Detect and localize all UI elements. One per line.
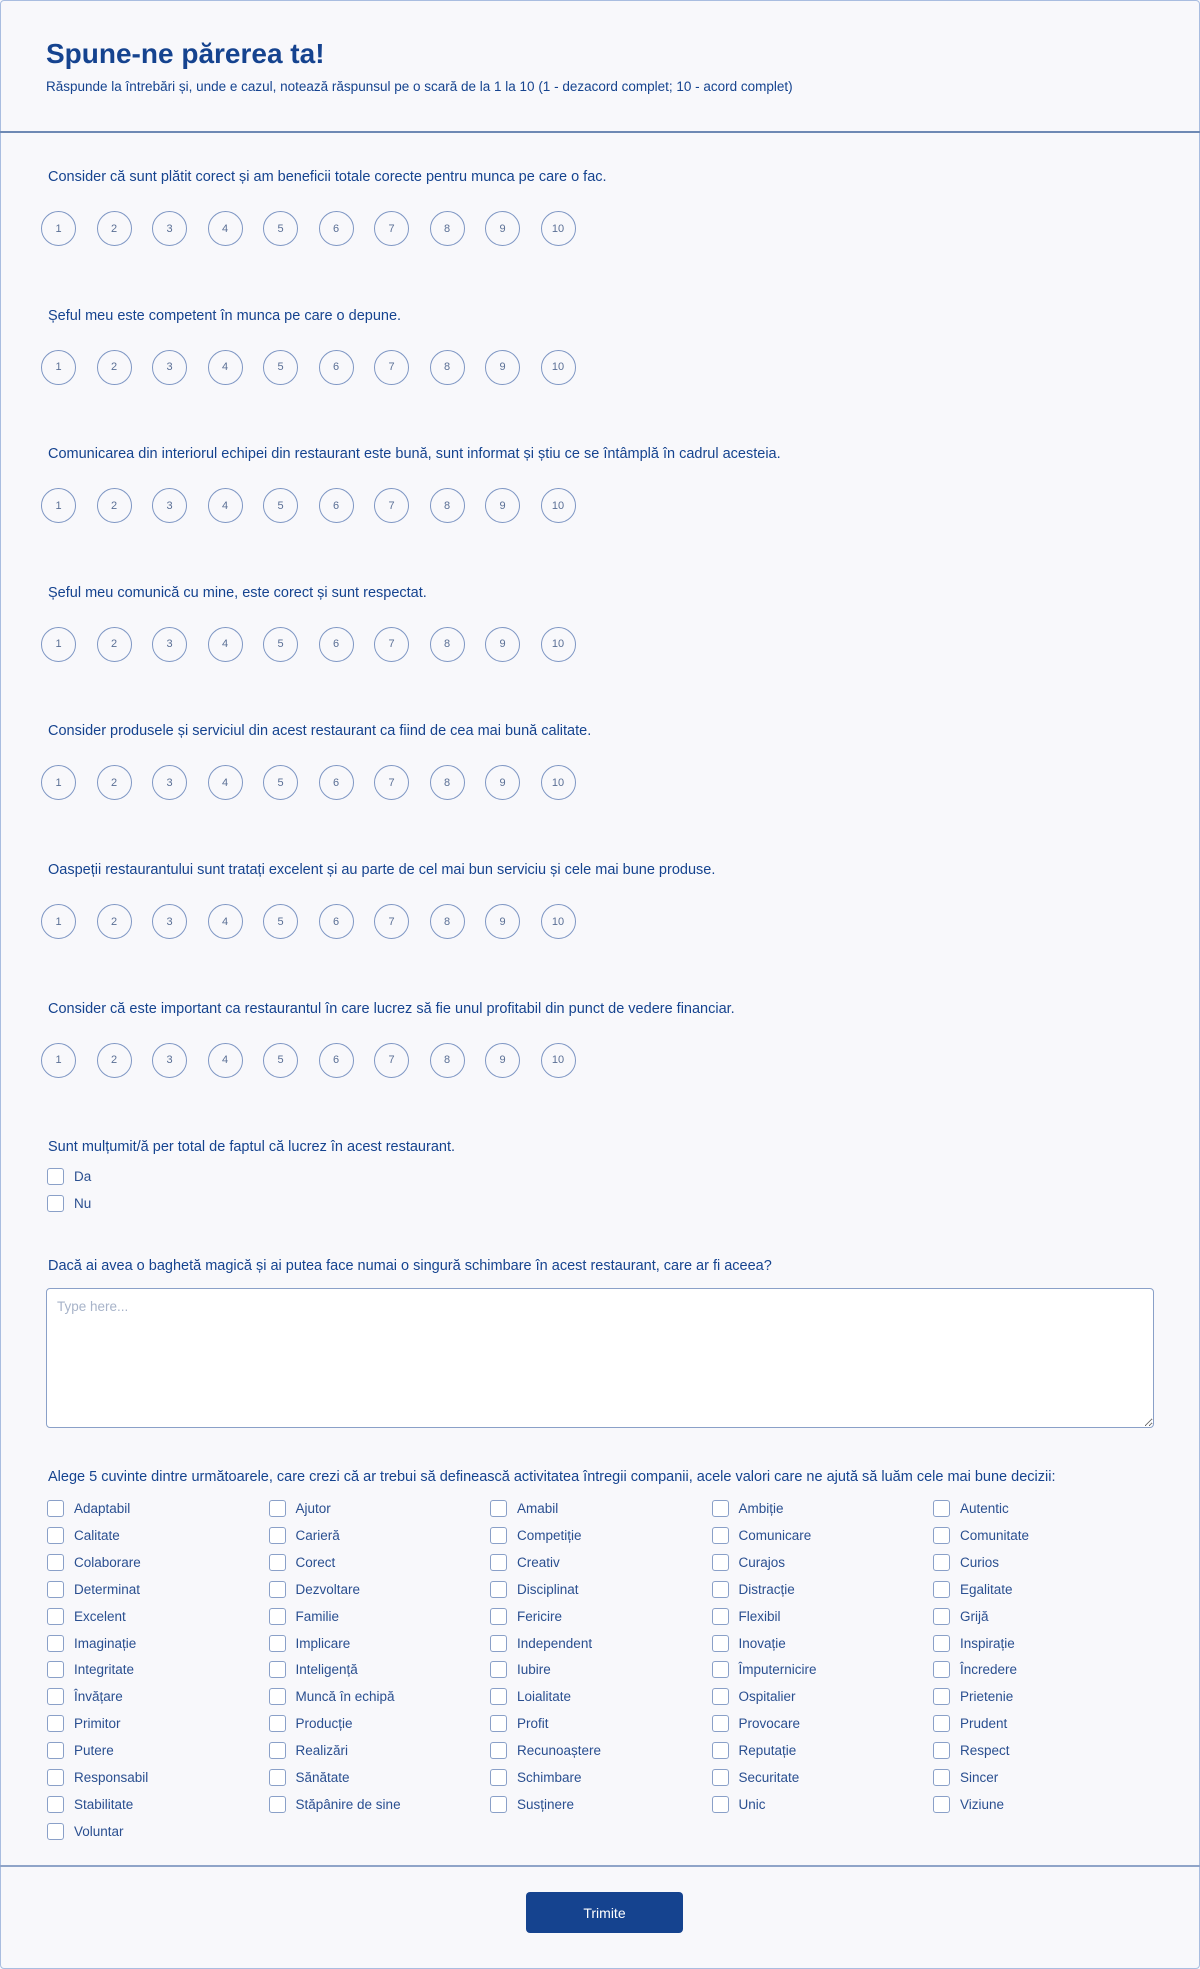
footer-divider [0,1865,1200,1867]
checkbox-box[interactable] [933,1527,950,1544]
checkbox-box[interactable] [712,1661,729,1678]
value-checkbox[interactable] [47,1742,114,1759]
rating-scale-3 [41,488,576,523]
checkbox-box[interactable] [47,1796,64,1813]
checkbox-box[interactable] [933,1715,950,1732]
value-checkbox[interactable] [490,1527,582,1544]
checkbox-label: Ambiție [738,1501,784,1516]
rating-option-7[interactable]: 7 [374,211,409,246]
value-checkbox[interactable] [490,1796,574,1813]
checkbox-box[interactable] [933,1500,950,1517]
checkbox-label: Provocare [738,1716,801,1732]
checkbox-box[interactable] [490,1581,507,1598]
rating-option-5[interactable]: 5 [263,350,298,385]
value-checkbox[interactable] [933,1527,1029,1544]
value-checkbox[interactable] [47,1796,133,1813]
checkbox-box[interactable] [490,1661,507,1678]
rating-option-5[interactable]: 5 [263,627,298,662]
checkbox-box[interactable] [490,1688,507,1705]
rating-option-10[interactable]: 10 [541,627,576,662]
checkbox-box[interactable] [490,1608,507,1625]
rating-option-4[interactable]: 4 [208,765,243,800]
value-checkbox[interactable] [269,1769,350,1786]
rating-option-7[interactable]: 7 [374,488,409,523]
value-checkbox[interactable] [712,1769,800,1786]
checkbox-box[interactable] [933,1742,950,1759]
checkbox-box[interactable] [490,1742,507,1759]
checkbox-box[interactable] [47,1500,64,1517]
rating-option-5[interactable]: 5 [263,765,298,800]
rating-option-3[interactable]: 3 [152,627,187,662]
checkbox-box[interactable] [490,1527,507,1544]
checkbox-label: Securitate [738,1770,800,1785]
checkbox-label: Producție [295,1716,353,1732]
rating-option-2[interactable]: 2 [97,765,132,800]
checkbox-box[interactable] [269,1554,286,1571]
checkbox-box[interactable] [933,1635,950,1652]
rating-option-1[interactable]: 1 [41,904,76,939]
checkbox-box[interactable] [269,1581,286,1598]
rating-option-3[interactable]: 3 [152,765,187,800]
value-checkbox[interactable] [269,1661,358,1678]
checkbox-box[interactable] [269,1500,286,1517]
value-checkbox[interactable] [269,1688,395,1705]
magic-wand-question: Dacă ai avea o baghetă magică și ai putea face numai o singură schimbare în acest restaurant, care ar fi aceea? [48,1258,772,1274]
value-checkbox[interactable] [269,1635,351,1652]
checkbox-label: Sănătate [295,1770,350,1785]
value-checkbox[interactable] [933,1769,998,1786]
value-checkbox[interactable] [269,1608,340,1625]
value-checkbox[interactable] [933,1742,1010,1759]
rating-option-5[interactable]: 5 [263,488,298,523]
checkbox-box[interactable] [269,1527,286,1544]
checkbox-box[interactable] [269,1661,286,1678]
rating-option-10[interactable]: 10 [541,211,576,246]
checkbox-label: Creativ [517,1554,560,1570]
rating-option-3[interactable]: 3 [152,211,187,246]
checkbox-box[interactable] [269,1688,286,1705]
checkbox-box[interactable] [712,1688,729,1705]
checkbox-da[interactable] [47,1168,91,1185]
rating-option-2[interactable]: 2 [97,904,132,939]
value-checkbox[interactable] [933,1688,1013,1705]
checkbox-label: Fericire [517,1608,563,1624]
checkbox-label: Stăpânire de sine [295,1796,401,1812]
checkbox-box[interactable] [933,1796,950,1813]
checkbox-box[interactable] [712,1635,729,1652]
value-checkbox[interactable] [269,1527,340,1544]
rating-option-4[interactable]: 4 [208,211,243,246]
checkbox-label: Primitor [74,1716,121,1732]
rating-option-7[interactable]: 7 [374,904,409,939]
checkbox-label: Egalitate [960,1581,1013,1597]
checkbox-label: Inteligență [295,1662,358,1678]
rating-option-6[interactable]: 6 [319,765,354,800]
rating-option-1[interactable]: 1 [41,765,76,800]
scale-question-7: Consider că este important ca restaurantul în care lucrez să fie unul profitabil din punct de vedere financiar. [48,1000,735,1017]
value-checkbox[interactable] [712,1796,766,1813]
checkbox-label: Loialitate [517,1689,572,1705]
checkbox-box[interactable] [712,1742,729,1759]
checkbox-box[interactable] [47,1823,64,1840]
checkbox-label: Competiție [517,1527,582,1543]
checkbox-label: Curajos [738,1554,786,1570]
rating-option-7[interactable]: 7 [374,1043,409,1078]
checkbox-box[interactable] [47,1769,64,1786]
rating-option-6[interactable]: 6 [319,904,354,939]
value-checkbox[interactable] [47,1608,126,1625]
checkbox-label: Prietenie [960,1689,1014,1705]
page-title: Spune-ne părerea ta! [46,38,325,69]
rating-option-4[interactable]: 4 [208,1043,243,1078]
checkbox-label: Familie [295,1608,340,1624]
checkbox-box[interactable] [933,1688,950,1705]
checkbox-label: Prudent [960,1716,1008,1732]
rating-option-10[interactable]: 10 [541,904,576,939]
checkbox-label: Adaptabil [74,1501,131,1516]
value-checkbox[interactable] [712,1581,795,1598]
checkbox-label: Determinat [74,1581,141,1597]
value-checkbox[interactable] [490,1715,549,1732]
value-checkbox[interactable] [712,1742,797,1759]
rating-option-4[interactable]: 4 [208,350,243,385]
checkbox-label: Învățare [74,1689,123,1705]
value-checkbox[interactable] [47,1823,124,1840]
value-checkbox[interactable] [933,1500,1009,1517]
checkbox-label: Putere [74,1743,114,1759]
checkbox-box[interactable] [269,1742,286,1759]
checkbox-label: Corect [295,1554,336,1570]
value-checkbox[interactable] [47,1554,141,1571]
rating-option-2[interactable]: 2 [97,488,132,523]
checkbox-label: Voluntar [74,1823,124,1839]
checkbox-label: Viziune [960,1796,1005,1812]
value-checkbox[interactable] [269,1742,349,1759]
value-checkbox[interactable] [47,1715,121,1732]
checkbox-box[interactable] [490,1769,507,1786]
value-checkbox[interactable] [933,1796,1004,1813]
checkbox-box[interactable] [47,1608,64,1625]
checkbox-box[interactable] [269,1608,286,1625]
rating-option-4[interactable]: 4 [208,627,243,662]
rating-option-8[interactable]: 8 [430,211,465,246]
checkbox-box[interactable] [47,1168,64,1185]
rating-option-5[interactable]: 5 [263,1043,298,1078]
value-checkbox[interactable] [490,1769,582,1786]
checkbox-box[interactable] [933,1769,950,1786]
checkbox-label: Profit [517,1716,549,1732]
rating-option-10[interactable]: 10 [541,1043,576,1078]
checkbox-label: Comunitate [960,1527,1030,1543]
checkbox-label: Amabil [517,1501,559,1516]
satisfaction-question: Sunt mulțumit/ă per total de faptul că lucrez în acest restaurant. [48,1139,456,1155]
checkbox-box[interactable] [47,1581,64,1598]
checkbox-box[interactable] [47,1661,64,1678]
rating-option-8[interactable]: 8 [430,488,465,523]
rating-option-3[interactable]: 3 [152,488,187,523]
value-checkbox[interactable] [712,1715,801,1732]
value-checkbox[interactable] [490,1554,560,1571]
rating-option-9[interactable]: 9 [485,1043,520,1078]
checkbox-label: Sincer [960,1770,999,1785]
checkbox-box[interactable] [933,1608,950,1625]
value-checkbox[interactable] [269,1581,361,1598]
checkbox-box[interactable] [712,1796,729,1813]
rating-option-6[interactable]: 6 [319,1043,354,1078]
rating-option-10[interactable]: 10 [541,350,576,385]
scale-question-2: Șeful meu este competent în munca pe care o depune. [48,307,402,324]
checkbox-label: Dezvoltare [295,1581,361,1597]
checkbox-label: Schimbare [517,1770,582,1785]
rating-option-2[interactable]: 2 [97,211,132,246]
checkbox-box[interactable] [933,1581,950,1598]
value-checkbox[interactable] [712,1500,784,1517]
checkbox-box[interactable] [47,1527,64,1544]
checkbox-label: Stabilitate [74,1796,134,1812]
rating-scale-6 [41,904,576,939]
checkbox-box[interactable] [47,1715,64,1732]
checkbox-label: Curios [960,1554,1000,1570]
rating-option-6[interactable]: 6 [319,350,354,385]
value-checkbox[interactable] [490,1581,579,1598]
rating-option-9[interactable]: 9 [485,211,520,246]
checkbox-label: Unic [738,1796,766,1812]
rating-option-9[interactable]: 9 [485,904,520,939]
checkbox-label: Recunoaștere [517,1743,602,1759]
checkbox-box[interactable] [712,1581,729,1598]
rating-option-1[interactable]: 1 [41,488,76,523]
value-checkbox[interactable] [490,1742,601,1759]
value-checkbox[interactable] [712,1661,817,1678]
checkbox-label: Ospitalier [738,1689,796,1705]
checkbox-box[interactable] [47,1688,64,1705]
rating-option-9[interactable]: 9 [485,488,520,523]
checkbox-label: Calitate [74,1527,120,1543]
checkbox-label: Imaginație [74,1635,137,1651]
checkbox-box[interactable] [269,1635,286,1652]
checkbox-box[interactable] [712,1715,729,1732]
rating-option-1[interactable]: 1 [41,627,76,662]
value-checkbox[interactable] [933,1581,1013,1598]
rating-option-8[interactable]: 8 [430,904,465,939]
checkbox-box[interactable] [712,1608,729,1625]
value-checkbox[interactable] [47,1500,130,1517]
scale-question-4: Șeful meu comunică cu mine, este corect și sunt respectat. [48,584,427,601]
rating-option-3[interactable]: 3 [152,1043,187,1078]
checkbox-box[interactable] [712,1769,729,1786]
rating-option-10[interactable]: 10 [541,488,576,523]
checkbox-box[interactable] [933,1661,950,1678]
checkbox-box[interactable] [933,1554,950,1571]
rating-option-3[interactable]: 3 [152,904,187,939]
checkbox-box[interactable] [712,1554,729,1571]
rating-option-1[interactable]: 1 [41,1043,76,1078]
checkbox-label: Flexibil [738,1608,781,1624]
rating-option-7[interactable]: 7 [374,350,409,385]
checkbox-label: Respect [960,1743,1010,1759]
value-checkbox[interactable] [933,1608,989,1625]
value-checkbox[interactable] [490,1608,562,1625]
checkbox-nu[interactable] [47,1195,91,1212]
checkbox-label: Iubire [517,1662,551,1678]
checkbox-box[interactable] [490,1715,507,1732]
checkbox-box[interactable] [490,1500,507,1517]
checkbox-label: Independent [517,1635,593,1651]
rating-option-9[interactable]: 9 [485,350,520,385]
rating-option-7[interactable]: 7 [374,627,409,662]
value-checkbox[interactable] [269,1715,353,1732]
checkbox-label: Implicare [295,1635,351,1651]
rating-option-1[interactable]: 1 [41,211,76,246]
rating-option-1[interactable]: 1 [41,350,76,385]
value-checkbox[interactable] [269,1796,401,1813]
value-checkbox[interactable] [269,1554,336,1571]
value-checkbox[interactable] [47,1527,120,1544]
value-checkbox[interactable] [490,1635,592,1652]
value-checkbox[interactable] [47,1635,136,1652]
value-checkbox[interactable] [933,1554,999,1571]
scale-question-3: Comunicarea din interiorul echipei din restaurant este bună, sunt informat și știu ce se întâmplă în cadrul acesteia. [48,446,781,463]
checkbox-label: Integritate [74,1662,135,1678]
checkbox-box[interactable] [490,1635,507,1652]
rating-option-8[interactable]: 8 [430,627,465,662]
checkbox-label: Carieră [295,1527,340,1543]
checkbox-label: Disciplinat [517,1581,579,1597]
value-checkbox[interactable] [490,1688,571,1705]
value-checkbox[interactable] [47,1661,134,1678]
rating-option-2[interactable]: 2 [97,627,132,662]
checkbox-label: Comunicare [738,1527,812,1543]
checkbox-label: Colaborare [74,1554,141,1570]
value-checkbox[interactable] [47,1769,148,1786]
value-checkbox[interactable] [712,1635,786,1652]
checkbox-box[interactable] [490,1796,507,1813]
value-checkbox[interactable] [712,1688,796,1705]
checkbox-label: Grijă [960,1608,989,1624]
checkbox-box[interactable] [490,1554,507,1571]
rating-option-6[interactable]: 6 [319,627,354,662]
checkbox-label: Distracție [738,1581,795,1597]
checkbox-label: Da [74,1169,92,1184]
value-checkbox[interactable] [47,1688,123,1705]
value-checkbox[interactable] [933,1661,1017,1678]
checkbox-box[interactable] [47,1554,64,1571]
rating-option-4[interactable]: 4 [208,488,243,523]
value-checkbox[interactable] [490,1500,558,1517]
scale-question-1: Consider că sunt plătit corect și am beneficii totale corecte pentru munca pe care o fac. [48,169,607,185]
rating-option-9[interactable]: 9 [485,627,520,662]
rating-scale-2 [41,350,576,385]
checkbox-label: Realizări [295,1743,349,1759]
submit-button[interactable]: Trimite [526,1892,683,1933]
value-checkbox[interactable] [712,1554,786,1571]
scale-question-6: Oaspeții restaurantului sunt tratați excelent și au parte de cel mai bun serviciu și cele mai bune produse. [48,862,716,878]
rating-option-8[interactable]: 8 [430,350,465,385]
rating-scale-5 [41,765,576,800]
rating-option-8[interactable]: 8 [430,765,465,800]
checkbox-label: Nu [74,1196,92,1211]
rating-scale-4 [41,627,576,662]
checkbox-label: Încredere [960,1662,1018,1678]
value-checkbox[interactable] [712,1527,812,1544]
rating-option-10[interactable]: 10 [541,765,576,800]
value-checkbox[interactable] [712,1608,781,1625]
checkbox-box[interactable] [47,1195,64,1212]
rating-option-6[interactable]: 6 [319,211,354,246]
values-question: Alege 5 cuvinte dintre următoarele, care crezi că ar trebui să definească activitatea întregii companii, acele valori care ne ajută să luăm cele mai bune decizii: [48,1469,1056,1485]
rating-scale-1 [41,211,576,246]
rating-scale-7 [41,1043,576,1078]
checkbox-label: Muncă în echipă [295,1689,395,1705]
value-checkbox[interactable] [933,1715,1007,1732]
rating-option-3[interactable]: 3 [152,350,187,385]
checkbox-label: Excelent [74,1608,126,1624]
page-subtitle: Răspunde la întrebări și, unde e cazul, notează răspunsul pe o scară de la 1 la 10 (1 - dezacord complet; 10 - acord complet) [46,79,793,94]
checkbox-box[interactable] [47,1635,64,1652]
checkbox-box[interactable] [269,1769,286,1786]
rating-option-2[interactable]: 2 [97,350,132,385]
checkbox-box[interactable] [269,1715,286,1732]
checkbox-label: Susținere [517,1796,575,1812]
rating-option-5[interactable]: 5 [263,211,298,246]
magic-wand-answer-input[interactable] [46,1288,1154,1428]
checkbox-label: Reputație [738,1743,797,1759]
rating-option-9[interactable]: 9 [485,765,520,800]
checkbox-label: Inovație [738,1635,786,1651]
checkbox-label: Împuternicire [738,1662,817,1678]
value-checkbox[interactable] [490,1661,551,1678]
form-header [0,0,1200,133]
rating-option-4[interactable]: 4 [208,904,243,939]
rating-option-7[interactable]: 7 [374,765,409,800]
rating-option-6[interactable]: 6 [319,488,354,523]
checkbox-label: Ajutor [295,1501,331,1516]
value-checkbox[interactable] [269,1500,331,1517]
checkbox-label: Inspirație [960,1635,1015,1651]
checkbox-box[interactable] [712,1527,729,1544]
checkbox-box[interactable] [269,1796,286,1813]
checkbox-box[interactable] [712,1500,729,1517]
checkbox-label: Responsabil [74,1770,149,1785]
value-checkbox[interactable] [47,1581,140,1598]
rating-option-8[interactable]: 8 [430,1043,465,1078]
scale-question-5: Consider produsele și serviciul din acest restaurant ca fiind de cea mai bună calitate. [48,723,592,740]
value-checkbox[interactable] [933,1635,1015,1652]
checkbox-box[interactable] [47,1742,64,1759]
rating-option-2[interactable]: 2 [97,1043,132,1078]
checkbox-label: Autentic [960,1501,1009,1516]
rating-option-5[interactable]: 5 [263,904,298,939]
